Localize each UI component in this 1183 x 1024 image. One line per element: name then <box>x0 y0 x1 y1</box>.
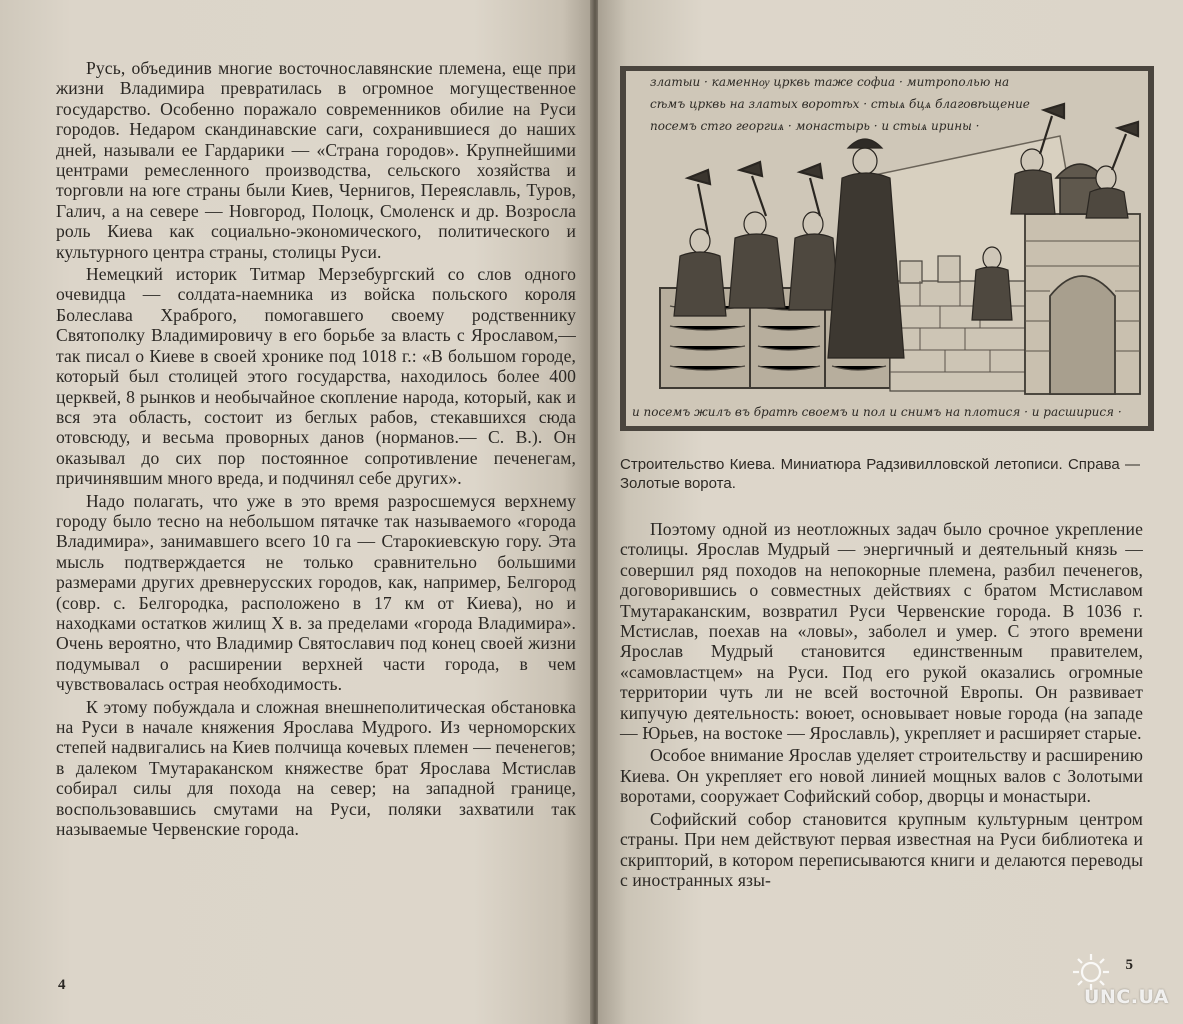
inscription-line: посемъ стго георгиѧ · монастырь · и стыѧ ирины · <box>650 119 980 133</box>
inscription-line: и посемъ жилъ въ братѣ своемъ и пол и снимъ на плотися · и расширися · <box>632 405 1122 419</box>
paragraph: Немецкий историк Титмар Мерзебургский со слов одного очевидца — солдата-наемника из войска польского короля Болеслава Храброго, помогавшего своему родственнику Святополку Владимировичу в его борьбе за власть с Ярославом,— так писал о Киеве в своей хронике под 1018 г.: «В большом городе, который был столицей этого государства, находилось более 400 церквей, 8 рынков и необычайное скопление народа, который, как и вся эта область, состоит из беглых рабов, стекавшихся сюда отовсюду, и весьма проворных данов (норманов.— С. В.). Он оказывал до сих пор постоянное сопротивление печенегам, причинявшим много вреда, и подчинял себе других». <box>56 264 576 489</box>
chronicle-miniature <box>620 66 1154 431</box>
left-page-text <box>56 58 576 839</box>
watermark-text: UNC.UA <box>1083 986 1169 1008</box>
miniature-caption: Строительство Киева. Миниатюра Радзивилловской летописи. Справа — Золотые ворота. <box>620 456 1140 492</box>
page-number-right: 5 <box>1125 957 1133 973</box>
paragraph: К этому побуждала и сложная внешнеполитическая обстановка на Руси в начале княжения Ярослава Мудрого. Из черноморских степей надвигались на Киев полчища кочевых племен — печенегов; в далеком Тмутараканском княжестве брат Ярослава Мстислав собирал силы для похода на север; на западной границе, воспользовавшись смутами на Руси, поляки захватили так называемые Червенские города. <box>56 696 576 840</box>
page-number-left: 4 <box>58 977 66 993</box>
paragraph: Поэтому одной из неотложных задач было срочное укрепление столицы. Ярослав Мудрый — энергичный и деятельный князь — совершил ряд походов на непокорные племена, разбил печенегов, договорившись о совместных действиях с братом Мстиславом Тмутараканским, возвратил Руси Червенские города. В 1036 г. Мстислав, поехав на «ловы», заболел и умер. С этого времени Ярослав Мудрый становится единственным правителем, «самовластцем» на Руси. Под его рукой оказались огромные территории чуть ли не всей восточной Европы. Он развивает кипучую деятельность: воюет, основывает новые города (на западе — Юрьев, на востоке — Ярославль), укрепляет и расширяет старые. <box>620 519 1143 744</box>
paragraph: Русь, объединив многие восточнославянские племена, еще при жизни Владимира превратилась в огромное могущественное государство. Особенно поражало современников обилие на Руси городов. Недаром скандинавские саги, сохранившиеся до наших дней, называли ее Гардарики — «Страна городов». Крупнейшими центрами ремесленного производства, сельского хозяйства и торговли на юге страны были Киев, Чернигов, Переяславль, Туров, Галич, а на севере — Новгород, Полоцк, Смоленск и др. Возросла роль Киева как социально-экономического, политического и культурного центра страны, столицы Руси. <box>56 58 576 262</box>
paragraph: Надо полагать, что уже в это время разросшемуся верхнему городу было тесно на небольшом пятачке так называемого «города Владимира», занимавшего всего 10 га — Старокиевскую гору. Эта мысль подтверждается не только сравнительно большими размерами других древнерусских городов, как, например, Белгород (совр. с. Белгородка, расположено в 17 км от Киева), но и находками остатков жилищ X в. за пределами «города Владимира». Очень вероятно, что Владимир Святославич под конец своей жизни подумывал о расширении верхней части города, в чем чувствовалась острая необходимость. <box>56 490 576 695</box>
paragraph: Особое внимание Ярослав уделяет строительству и расширению Киева. Он укрепляет его новой линией мощных валов с Золотыми воротами, сооружает Софийский собор, дворцы и монастыри. <box>620 745 1143 807</box>
right-page <box>598 0 1183 1024</box>
inscription-line: златыи · каменнѹ црквь таже софиа · митрополью на <box>650 75 1010 89</box>
right-page-text <box>620 519 1143 890</box>
inscription-line: сѣмъ црквь на златых воротѣх · стыѧ бцѧ благовѣщение <box>650 97 1030 111</box>
paragraph: Софийский собор становится крупным культурным центром страны. При нем действуют первая известная на Руси библиотека и скрипторий, в котором переписываются книги и делаются переводы с иностранных язы- <box>620 808 1143 890</box>
